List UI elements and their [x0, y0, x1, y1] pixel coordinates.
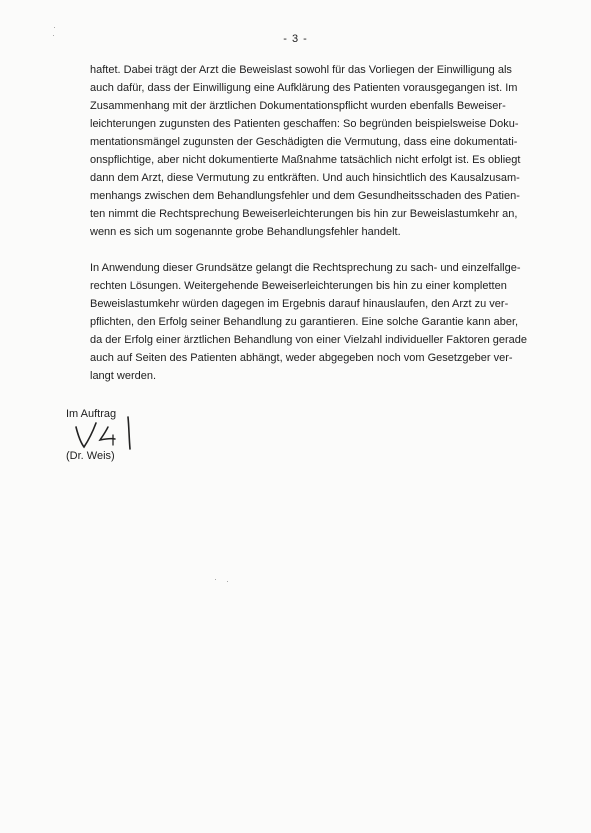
- handwritten-signature: [72, 413, 142, 453]
- text-line: da der Erfolg einer ärztlichen Behandlung von einer Vielzahl individueller Faktoren gerade: [90, 334, 528, 346]
- scan-speck: ·: [53, 22, 56, 32]
- text-line: pflichten, den Erfolg seiner Behandlung zu garantieren. Eine solche Garantie kann aber,: [90, 316, 519, 328]
- scan-speck: ·: [52, 30, 55, 40]
- text-line: leichterungen zugunsten des Patienten geschaffen: So begründen beispielsweise Doku-: [90, 118, 519, 130]
- text-line: mentationsmängel zugunsten der Geschädigten die Vermutung, dass eine dokumentati-: [90, 136, 518, 148]
- text-line: onspflichtige, aber nicht dokumentierte Maßnahme tatsächlich nicht erfolgt ist. Es obliegt: [90, 154, 521, 166]
- text-line: menhangs zwischen dem Behandlungsfehler und dem Gesundheitsschaden des Patien-: [90, 190, 520, 202]
- text-line: wenn es sich um sogenannte grobe Behandlungsfehler handelt.: [90, 226, 401, 238]
- body-paragraph-1: [90, 61, 536, 241]
- text-line: ten nimmt die Rechtsprechung Beweiserleichterungen bis hin zur Beweislastumkehr an,: [90, 208, 518, 220]
- scan-speck: ·: [226, 576, 229, 586]
- text-line: In Anwendung dieser Grundsätze gelangt die Rechtsprechung zu sach- und einzelfallge-: [90, 262, 521, 274]
- text-line: Beweislastumkehr würden dagegen im Ergebnis darauf hinauslaufen, den Arzt zu ver-: [90, 298, 509, 310]
- text-line: auch dafür, dass der Einwilligung eine Aufklärung des Patienten vorausgegangen ist. Im: [90, 82, 518, 94]
- text-line: auch auf Seiten des Patienten abhängt, weder abgegeben noch vom Gesetzgeber ver-: [90, 352, 513, 364]
- text-line: langt werden.: [90, 370, 157, 382]
- signatory-name: (Dr. Weis): [66, 450, 115, 462]
- body-paragraph-2: [90, 259, 536, 385]
- signature-prefix: Im Auftrag: [66, 408, 117, 420]
- text-line: Zusammenhang mit der ärztlichen Dokumentationspflicht wurden ebenfalls Beweiser-: [90, 100, 506, 112]
- scan-speck: ·: [214, 574, 217, 584]
- page-number: - 3 -: [283, 33, 308, 45]
- text-line: haftet. Dabei trägt der Arzt die Beweislast sowohl für das Vorliegen der Einwilligung als: [90, 64, 512, 76]
- text-line: dann dem Arzt, diese Vermutung zu entkräften. Und auch hinsichtlich des Kausalzusam-: [90, 172, 520, 184]
- text-line: rechten Lösungen. Weitergehende Beweiserleichterungen bis hin zu einer kompletten: [90, 280, 507, 292]
